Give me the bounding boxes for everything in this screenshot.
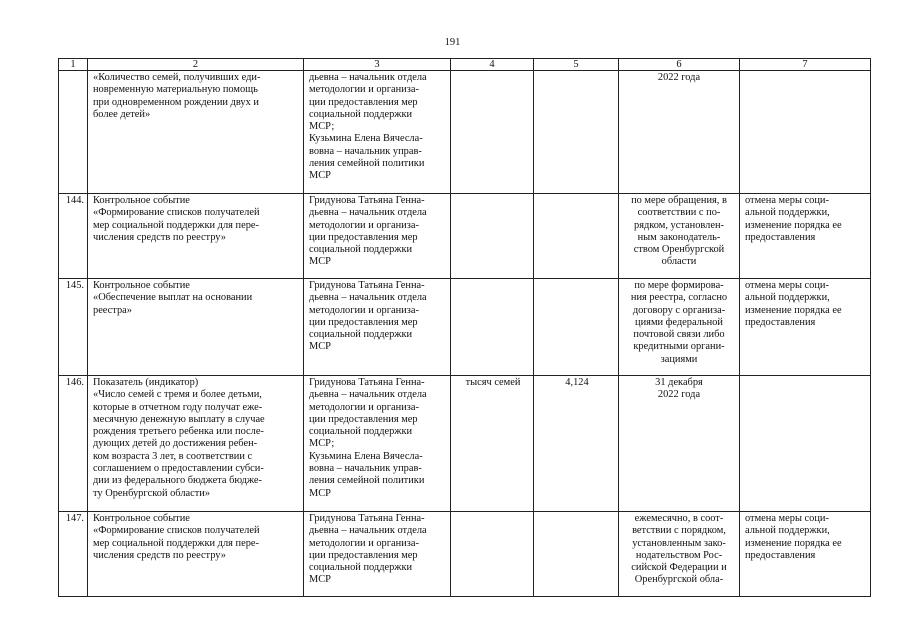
deadline-cell-line: зациями [660,353,698,365]
responsible-cell-line: Гридунова Татьяна Генна- [309,377,425,388]
responsible-cell-line: методологии и организа- [309,84,419,96]
responsible-cell-line: МСР [309,487,331,499]
deadline-cell-line: почтовой связи либо [633,329,725,341]
deadline-cell-line: 2022 года [657,389,701,401]
responsible-cell-line: МСР [309,256,331,268]
measures-table [58,58,871,597]
header-col-3: 3 [304,59,451,71]
deadline-cell-line: кредитными органи- [633,341,725,353]
event-name-cell-line: Показатель (индикатор) [93,377,199,388]
value-cell [534,279,619,376]
deadline-cell [619,194,740,279]
risk-cell [740,376,871,512]
deadline-cell [619,512,740,597]
event-name-cell-line: реестра» [93,304,132,316]
risk-cell-line: изменение порядка ее [745,219,842,231]
responsible-cell-line: МСР [309,341,331,353]
value-cell: 4,124 [534,376,619,512]
event-name-cell-line: дии из федерального бюджета бюдже- [93,475,263,487]
header-col-2: 2 [88,59,304,71]
value-cell [534,194,619,279]
table-row [59,71,871,194]
responsible-cell [304,376,451,512]
table-row [59,194,871,279]
responsible-cell-line: социальной поддержки [309,426,413,438]
risk-cell-line: альной поддержки, [745,292,830,304]
unit-cell: тысяч семей [451,376,534,512]
event-name-cell-line: ком возраста 3 лет, в соответствии с [93,450,253,462]
risk-cell [740,279,871,376]
deadline-cell-line: 2022 года [657,72,701,83]
risk-cell [740,512,871,597]
risk-cell-line: отмена меры соци- [745,195,829,206]
deadline-cell-line: циями федеральной [635,316,723,328]
event-name-cell-line: более детей» [93,108,151,120]
responsible-cell-line: методологии и организа- [309,537,419,549]
event-name-cell-line: Контрольное событие [93,195,190,206]
risk-cell-line: отмена меры соци- [745,513,829,524]
responsible-cell-line: ления семейной политики [309,475,425,487]
event-name-cell-line: которые в отчетном году получат еже- [93,401,263,413]
responsible-cell-line: ции предоставления мер [309,413,418,425]
responsible-cell-line: методологии и организа- [309,304,419,316]
deadline-cell-line: установленным зако- [632,537,726,549]
deadline-cell-line: договору с организа- [632,304,726,316]
responsible-cell-line: социальной поддержки [309,244,413,256]
responsible-cell-line: ления семейной политики [309,158,425,170]
event-name-cell [88,279,304,376]
event-name-cell-line: «Количество семей, получивших еди- [93,72,261,83]
responsible-cell-line: МСР; [309,121,335,133]
responsible-cell-line: дьевна – начальник отдела [309,72,427,83]
responsible-cell [304,71,451,194]
event-name-cell-line: рождения третьего ребенка или после- [93,426,264,438]
deadline-cell-line: 31 декабря [655,377,703,388]
event-name-cell [88,512,304,597]
header-col-5: 5 [534,59,619,71]
responsible-cell-line: вовна – начальник управ- [309,145,422,157]
risk-cell-line: отмена меры соци- [745,280,829,291]
responsible-cell-line: методологии и организа- [309,219,419,231]
responsible-cell-line: МСР [309,574,331,586]
responsible-cell-line: дьевна – начальник отдела [309,389,427,401]
event-name-cell-line: месячную денежную выплату в случае [93,413,265,425]
table-row [59,279,871,376]
responsible-cell-line: дьевна – начальник отдела [309,292,427,304]
responsible-cell-line: Кузьмина Елена Вячесла- [309,133,423,145]
event-name-cell-line: Контрольное событие [93,513,190,524]
deadline-cell-line: ветствии с порядком, [632,525,726,537]
responsible-cell-line: социальной поддержки [309,562,413,574]
responsible-cell-line: Гридунова Татьяна Генна- [309,280,425,291]
deadline-cell-line: сийской Федерации и [631,562,727,574]
event-name-cell [88,71,304,194]
event-name-cell [88,376,304,512]
risk-cell [740,71,871,194]
risk-cell-line: предоставления [745,549,816,561]
responsible-cell-line: дьевна – начальник отдела [309,525,427,537]
responsible-cell [304,512,451,597]
table-row [59,512,871,597]
row-number: 146. [59,376,88,512]
event-name-cell-line: дующих детей до достижения ребен- [93,438,258,450]
table-row [59,376,871,512]
risk-cell-line: предоставления [745,316,816,328]
deadline-cell-line: по мере формирова- [634,280,724,291]
risk-cell-line: изменение порядка ее [745,304,842,316]
responsible-cell-line: ции предоставления мер [309,96,418,108]
header-col-7: 7 [740,59,871,71]
responsible-cell-line: ции предоставления мер [309,316,418,328]
event-name-cell-line: «Формирование списков получателей [93,207,260,219]
responsible-cell-line: ции предоставления мер [309,231,418,243]
risk-cell-line: альной поддержки, [745,207,830,219]
unit-cell [451,194,534,279]
risk-cell-line: предоставления [745,231,816,243]
event-name-cell-line: числения средств по реестру» [93,549,226,561]
event-name-cell-line: «Обеспечение выплат на основании [93,292,253,304]
responsible-cell-line: МСР; [309,438,335,450]
event-name-cell-line: при одновременном рождении двух и [93,96,259,108]
page-number: 191 [444,37,461,48]
deadline-cell [619,279,740,376]
value-cell [534,71,619,194]
event-name-cell [88,194,304,279]
header-row [59,59,871,71]
responsible-cell [304,279,451,376]
event-name-cell-line: новременную материальную помощь [93,84,258,96]
deadline-cell-line: ством Оренбургской [633,244,725,256]
responsible-cell-line: методологии и организа- [309,401,419,413]
deadline-cell-line: рядком, установлен- [634,219,724,231]
deadline-cell-line: ежемесячно, в соот- [634,513,724,524]
event-name-cell-line: мер социальной поддержки для пере- [93,537,259,549]
header-col-4: 4 [451,59,534,71]
risk-cell-line: изменение порядка ее [745,537,842,549]
responsible-cell-line: Гридунова Татьяна Генна- [309,195,425,206]
deadline-cell [619,71,740,194]
deadline-cell [619,376,740,512]
unit-cell [451,512,534,597]
responsible-cell-line: Кузьмина Елена Вячесла- [309,450,423,462]
responsible-cell-line: социальной поддержки [309,329,413,341]
responsible-cell-line: вовна – начальник управ- [309,463,422,475]
event-name-cell-line: «Число семей с тремя и более детьми, [93,389,262,401]
responsible-cell-line: МСР [309,170,331,182]
event-name-cell-line: мер социальной поддержки для пере- [93,219,259,231]
responsible-cell-line: социальной поддержки [309,108,413,120]
risk-cell [740,194,871,279]
unit-cell [451,71,534,194]
deadline-cell-line: по мере обращения, в [631,195,727,206]
responsible-cell-line: ции предоставления мер [309,549,418,561]
deadline-cell-line: соответствии с по- [637,207,721,219]
header-col-1: 1 [59,59,88,71]
deadline-cell-line: области [661,256,697,268]
unit-cell [451,279,534,376]
risk-cell-line: альной поддержки, [745,525,830,537]
deadline-cell-line: ным законодатель- [637,231,721,243]
event-name-cell-line: Контрольное событие [93,280,190,291]
deadline-cell-line: ния реестра, согласно [630,292,728,304]
event-name-cell-line: соглашением о предоставлении субси- [93,463,264,475]
responsible-cell-line: дьевна – начальник отдела [309,207,427,219]
responsible-cell [304,194,451,279]
deadline-cell-line: Оренбургской обла- [634,574,724,586]
value-cell [534,512,619,597]
header-col-6: 6 [619,59,740,71]
event-name-cell-line: «Формирование списков получателей [93,525,260,537]
deadline-cell-line: нодательством Рос- [635,549,723,561]
row-number [59,71,88,194]
responsible-cell-line: Гридунова Татьяна Генна- [309,513,425,524]
event-name-cell-line: ту Оренбургской области» [93,487,211,499]
event-name-cell-line: числения средств по реестру» [93,231,226,243]
row-number: 144. [59,194,88,279]
row-number: 147. [59,512,88,597]
row-number: 145. [59,279,88,376]
